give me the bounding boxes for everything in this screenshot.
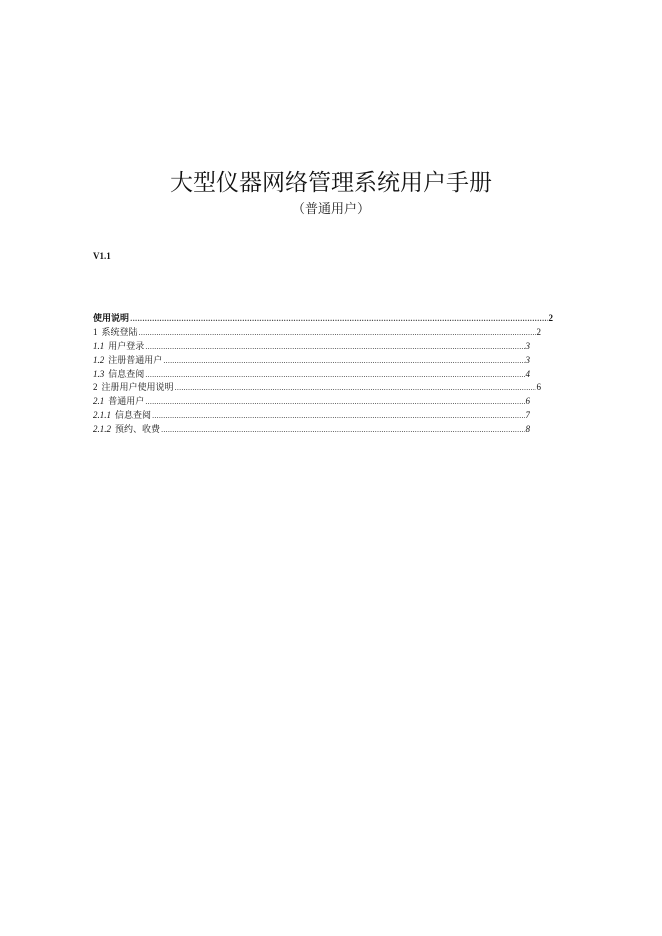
version-label: V1.1 — [93, 251, 111, 261]
toc-entry-page: 3 — [525, 354, 530, 365]
toc-entry-page: 6 — [536, 382, 541, 393]
toc-entry-label: 普通用户 — [108, 397, 145, 408]
toc-entry-page: 2 — [548, 313, 553, 323]
toc-entry-label: 信息查阅 — [115, 411, 152, 422]
document-subtitle: （普通用户） — [291, 202, 370, 217]
toc-entry[interactable] — [93, 381, 541, 395]
toc-entry[interactable] — [93, 423, 530, 437]
document-title: 大型仪器网络管理系统用户手册 — [170, 170, 492, 196]
toc-leader-dots — [139, 327, 536, 340]
toc-entry-number: 2.1.1 — [93, 410, 111, 421]
toc-entry-number: 2.1 — [93, 396, 105, 407]
toc-entry-label: 注册用户使用说明 — [101, 383, 174, 394]
toc-leader-dots — [161, 424, 524, 437]
toc-leader-dots — [145, 396, 524, 409]
toc-entry-number: 2 — [93, 382, 98, 393]
toc-entry-number: 1.2 — [93, 354, 105, 365]
toc-entry-number: 2.1.2 — [93, 424, 111, 435]
toc-entry-page: 2 — [536, 326, 541, 337]
toc-entry-label: 用户登录 — [108, 341, 145, 352]
toc-entry[interactable] — [93, 354, 530, 368]
toc-entry[interactable] — [93, 368, 530, 382]
toc-entry[interactable] — [93, 312, 553, 326]
toc-entry[interactable] — [93, 326, 541, 340]
toc-leader-dots — [130, 312, 547, 326]
toc-entry-label: 信息查阅 — [108, 369, 145, 380]
toc-entry[interactable] — [93, 409, 530, 423]
toc-entry-number: 1 — [93, 326, 98, 337]
toc-entry-page: 4 — [525, 368, 530, 379]
toc-leader-dots — [145, 341, 524, 354]
toc-leader-dots — [145, 369, 524, 382]
toc-entry-label: 系统登陆 — [101, 327, 138, 338]
toc-leader-dots — [163, 355, 524, 368]
toc-entry-number: 1.3 — [93, 368, 105, 379]
toc-entry-label: 注册普通用户 — [108, 355, 163, 366]
table-of-contents — [93, 312, 563, 437]
toc-entry-page: 8 — [525, 424, 530, 435]
toc-entry-label: 使用说明 — [93, 314, 130, 324]
toc-leader-dots — [152, 410, 524, 423]
toc-entry-page: 6 — [525, 396, 530, 407]
toc-leader-dots — [175, 382, 536, 395]
toc-entry-page: 7 — [525, 410, 530, 421]
toc-entry-label: 预约、收费 — [115, 425, 161, 436]
toc-entry[interactable] — [93, 395, 530, 409]
toc-entry-number: 1.1 — [93, 340, 105, 351]
toc-entry-page: 3 — [525, 340, 530, 351]
toc-entry[interactable] — [93, 340, 530, 354]
